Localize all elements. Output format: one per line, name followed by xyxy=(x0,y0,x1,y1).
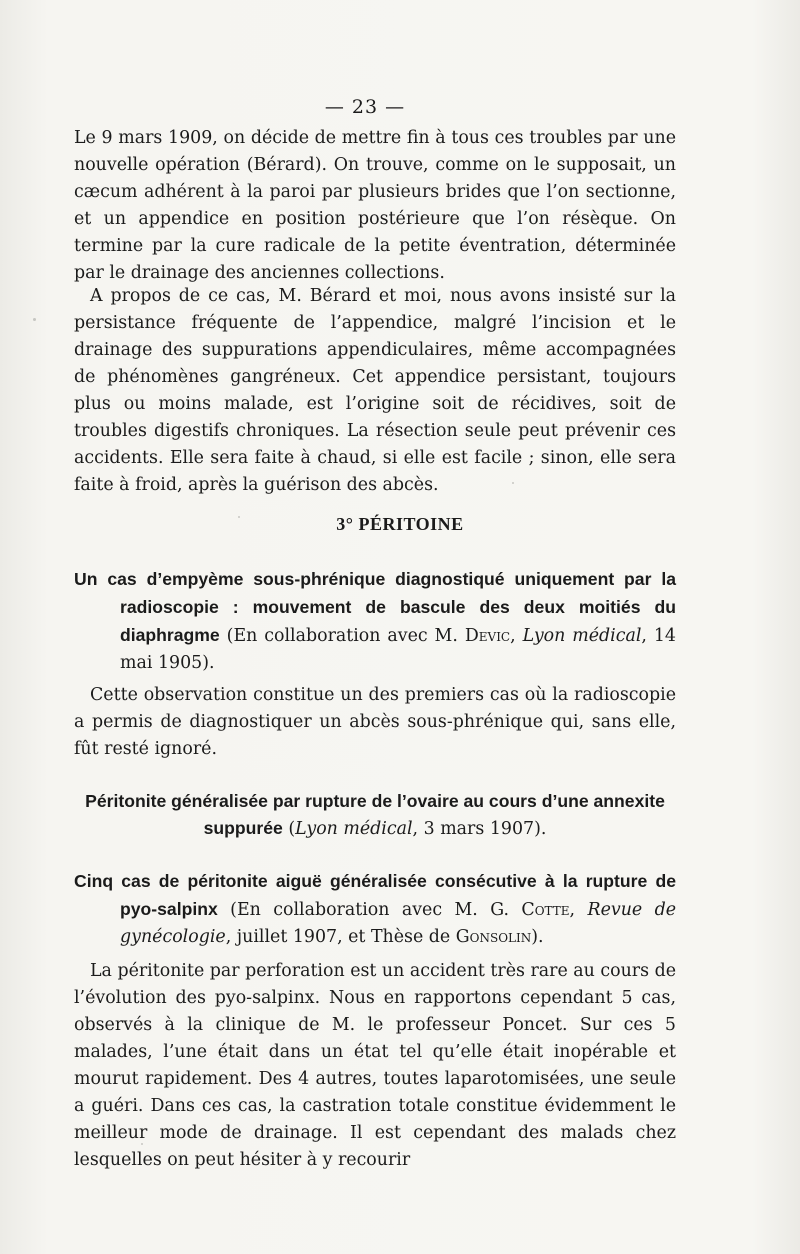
author-name: Devic xyxy=(464,626,511,646)
paragraph-text: Cette observation constitue un des premiers cas où la radioscopie a permis de diagnostiquer un abcès sous-phrénique qui, sans elle, fût resté ignoré. xyxy=(74,685,676,759)
entry-body xyxy=(74,788,676,843)
paragraph-bérard-operation xyxy=(74,125,676,287)
bibliography-entry-peritonite-ovaire xyxy=(74,788,676,843)
entry-title-line2 xyxy=(74,815,676,843)
scan-speck xyxy=(33,318,36,321)
scan-speck xyxy=(238,516,240,518)
bibliography-entry-pyo-salpinx xyxy=(74,868,676,951)
citation-prefix: ( xyxy=(282,819,296,839)
paragraph-text: A propos de ce cas, M. Bérard et moi, nous avons insisté sur la persistance fréquente de l’appendice, malgré l’incision et le drainage des suppurations appendiculaires, même accompagnées de phénomènes gangréneux. Cet appendice persistant, toujours plus ou moins malade, est l’origine soit de récidives, soit de troubles digestifs chroniques. La résection seule peut prévenir ces accidents. Elle sera faite à chaud, si elle est facile ; sinon, elle sera faite à froid, après la guérison des abcès. xyxy=(74,286,676,495)
journal-name: Lyon médical xyxy=(522,626,642,646)
author-name-2: Gonsolin xyxy=(455,927,532,947)
entry-title-cont: suppurée xyxy=(203,818,283,838)
paragraph-appendix-persistence xyxy=(74,283,676,499)
journal-name: Revue de gynécologie xyxy=(120,900,677,947)
journal-name: Lyon médical xyxy=(295,819,413,839)
entry-body xyxy=(74,566,676,677)
section-heading: 3° PÉRITOINE xyxy=(336,514,464,534)
entry-body xyxy=(74,868,676,951)
paragraph-text: Le 9 mars 1909, on décide de mettre fin à tous ces troubles par une nouvelle opération (Bérard). On trouve, comme on le supposait, un cæcum adhérent à la paroi par plusieurs brides que l’on sectionne, et un appendice en position postérieure que l’on résèque. On termine par la cure radicale de la petite éventration, déterminée par le drainage des anciennes collections. xyxy=(74,128,676,283)
paragraph-text: La péritonite par perforation est un accident très rare au cours de l’évolution des pyo-salpinx. Nous en rapportons cependant 5 cas, observés à la clinique de M. le professeur Poncet. Sur ces 5 malades, l’une était dans un état tel qu’elle était inopérable et mourut rapidement. Des 4 autres, toutes laparotomisées, une seule a guéri. Dans ces cas, la castration totale constitue évidemment le meilleur mode de drainage. Il est cependant des malads chez lesquelles on peut hésiter à y recourir xyxy=(74,961,676,1170)
bibliography-entry-empyeme xyxy=(74,566,676,677)
scan-speck xyxy=(512,482,514,484)
paragraph-observation xyxy=(74,682,676,763)
scan-speck xyxy=(141,1143,143,1145)
citation-prefix: (En collaboration avec M. G. xyxy=(217,900,522,920)
entry-title: Cinq cas de péritonite aiguë généralisée consécutive à la rupture de pyo-salpinx xyxy=(74,871,676,919)
citation-suffix: , 3 mars 1907). xyxy=(412,819,547,839)
paragraph-perforation xyxy=(74,958,676,1174)
citation-separator: , xyxy=(569,900,588,920)
entry-title-line1: Péritonite généralisée par rupture de l’ovaire au cours d’une annexite xyxy=(85,791,665,811)
citation-prefix: (En collaboration avec M. xyxy=(219,626,465,646)
citation-suffix: , 14 mai 1905). xyxy=(120,626,676,673)
entry-citation xyxy=(283,819,547,839)
citation-end: ). xyxy=(531,927,544,947)
page-number: — 23 — xyxy=(324,96,406,118)
citation-suffix: , juillet 1907, et Thèse de xyxy=(225,927,456,947)
citation-separator: , xyxy=(510,626,523,646)
author-name: Cotte xyxy=(521,900,570,920)
entry-title: Un cas d’empyème sous-phrénique diagnostiqué uniquement par la radioscopie : mouvement de bascule des deux moitiés du diaphragme xyxy=(74,569,676,645)
